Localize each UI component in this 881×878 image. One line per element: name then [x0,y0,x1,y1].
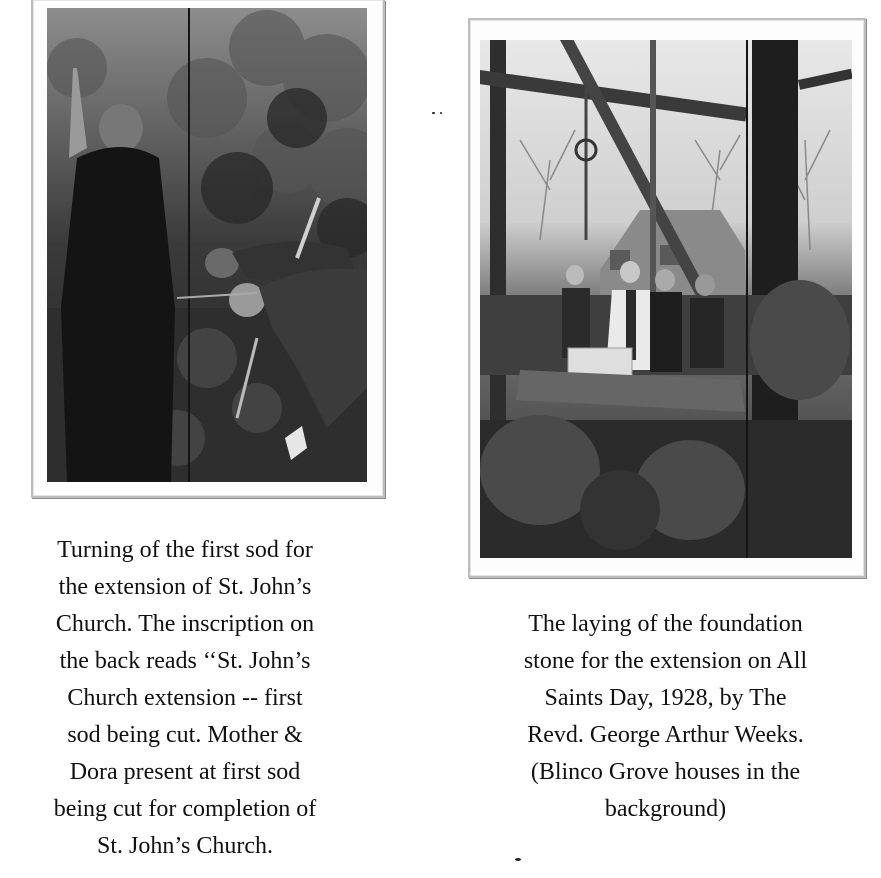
scan-speck [515,858,521,861]
caption-line: stone for the extension on All [523,648,808,674]
caption-line: Dora present at first sod [69,759,301,785]
caption-line: The laying of the foundation [528,611,803,637]
first-sod-illustration [47,8,367,482]
caption-line: Turning of the first sod for [57,537,313,563]
foundation-stone-laying-photo [480,40,852,558]
caption-line: (Blinco Grove houses in the [530,759,801,785]
caption-line: the back reads ‘‘St. John’s [59,648,311,674]
caption-line: Revd. George Arthur Weeks. [527,722,804,748]
caption-line: Church extension -- first [67,685,303,711]
caption-line: Saints Day, 1928, by The [544,685,787,711]
first-sod-caption [0,532,370,865]
caption-line: the extension of St. John’s [58,574,312,600]
caption-line: background) [604,796,727,822]
scan-speck [440,112,442,114]
caption-line: sod being cut. Mother & [67,722,303,748]
turning-first-sod-photo [47,8,367,482]
photo-frame-left [31,0,385,498]
foundation-stone-illustration [480,40,852,558]
photo-frame-right [468,18,866,578]
caption-line: St. John’s Church. [96,833,273,859]
foundation-stone-caption [478,606,853,828]
caption-line: being cut for completion of [53,796,317,822]
caption-line: Church. The inscription on [55,611,315,637]
scan-speck [432,112,435,114]
